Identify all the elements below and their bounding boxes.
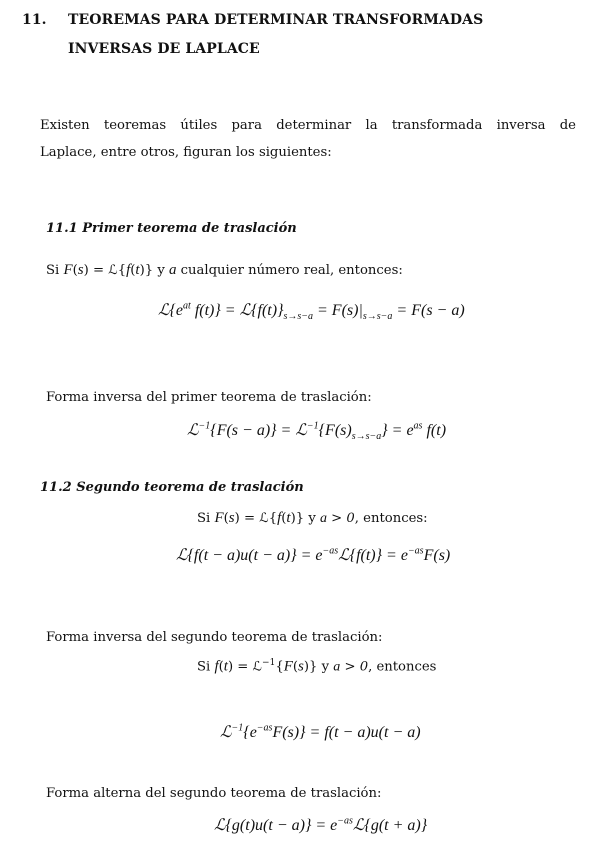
premise-11-2: Si F(s) = ℒ{f(t)} y a > 0, entonces:: [197, 510, 428, 526]
formula-first-translation: $ℒ\{e^{at}$ $f(t)\} = ℒ\{f(t)\}_{s\to s-a} = F(s)|_{s\to s-a} = F(s - a)$: [158, 300, 465, 323]
subsection-heading-11-1: 11.1 Primer teorema de traslación: [46, 221, 297, 236]
section-title-line2: INVERSAS DE LAPLACE: [68, 41, 260, 57]
formula-second-translation-inverse: $ℒ^{-1}\{e^{-as}F(s)\} = f(t - a)u(t - a)$: [220, 722, 421, 741]
alt-label-11-2: Forma alterna del segundo teorema de traslación:: [46, 786, 382, 801]
section-title-line1: TEOREMAS PARA DETERMINAR TRANSFORMADAS: [68, 12, 484, 28]
premise-11-1: Si F(s) = ℒ{f(t)} y a cualquier número real, entonces:: [46, 262, 403, 278]
intro-line1: Existen teoremas útiles para determinar la transformada inversa de: [40, 118, 576, 133]
formula-second-translation-alt: ℒ{g(t)u(t − $a)\} = e^{-as}ℒ\{g(t + a)\}$: [214, 815, 428, 834]
inverse-premise-11-2: Si f(t) = ℒ$^{-1}${F(s)} y a > 0, entonces: [197, 658, 437, 675]
inverse-label-11-2: Forma inversa del segundo teorema de traslación:: [46, 630, 383, 645]
formula-second-translation: ℒ{f(t − $a)u(t - a)\} = e^{-as}ℒ\{f(t)\} = e^{-as}F(s)$: [176, 545, 451, 564]
inverse-label-11-1: Forma inversa del primer teorema de traslación:: [46, 390, 372, 405]
subsection-heading-11-2: 11.2 Segundo teorema de traslación: [40, 480, 304, 495]
intro-line2: Laplace, entre otros, figuran los siguientes:: [40, 145, 332, 160]
formula-first-translation-inverse: ℒ$^{-1}${F(s − $a)\} = ℒ^{-1}\{F(s)_{s\to s-a}\} = e^{as}$ f(t): [187, 420, 447, 443]
section-number: 11.: [22, 12, 47, 28]
